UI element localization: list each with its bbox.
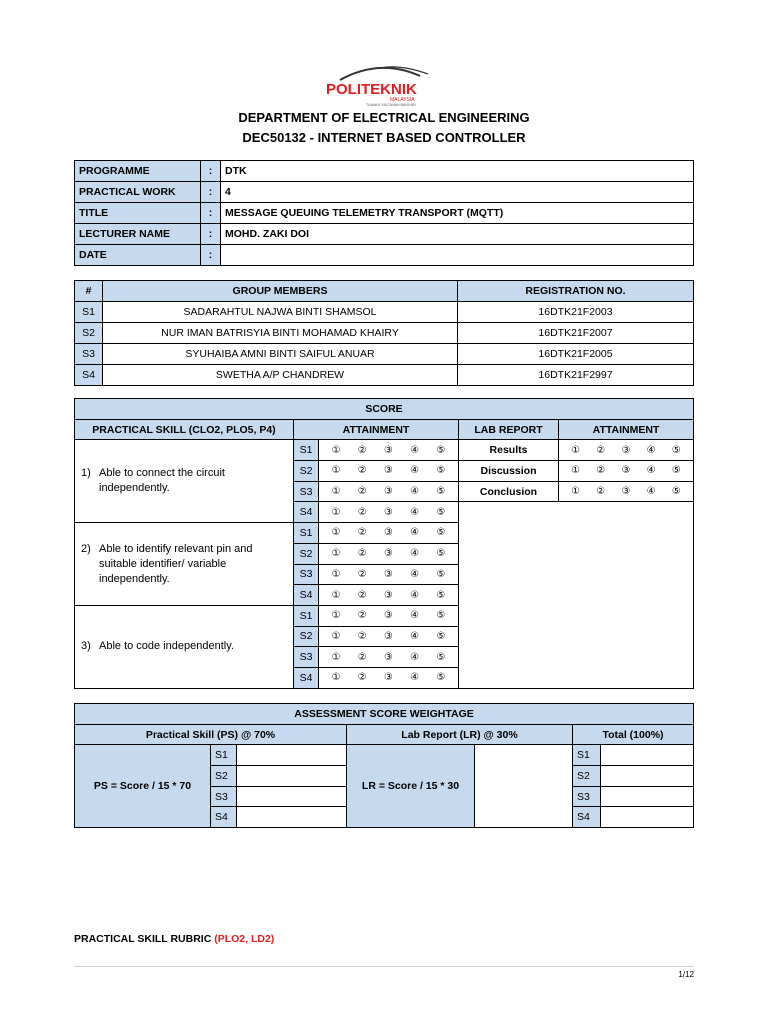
logo-subtext: MALAYSIA	[390, 97, 415, 103]
skill-text: Able to connect the circuit independently.	[99, 467, 225, 495]
attainment-circles	[319, 502, 459, 523]
rating-circle-4[interactable]: ④	[410, 672, 420, 684]
member-name: SADARAHTUL NAJWA BINTI SHAMSOL	[103, 302, 458, 323]
rating-circle-3[interactable]: ③	[383, 465, 393, 477]
attainment-circles	[559, 440, 694, 461]
rating-circle-3[interactable]: ③	[383, 610, 393, 622]
rating-circle-5[interactable]: ⑤	[436, 444, 446, 456]
rating-circle-4[interactable]: ④	[410, 630, 420, 642]
rating-circle-2[interactable]: ②	[357, 506, 367, 518]
attainment-circles	[319, 667, 459, 688]
rating-circle-5[interactable]: ⑤	[671, 444, 681, 456]
department-title: DEPARTMENT OF ELECTRICAL ENGINEERING	[238, 110, 530, 125]
info-row-programme	[75, 161, 694, 182]
score-table	[74, 398, 694, 689]
lr-formula: LR = Score / 15 * 30	[347, 745, 475, 828]
info-label: TITLE	[75, 203, 201, 224]
attainment-circles	[319, 605, 459, 626]
score-title: SCORE	[75, 399, 694, 420]
rating-circle-2[interactable]: ②	[596, 444, 606, 456]
rating-circle-5[interactable]: ⑤	[436, 630, 446, 642]
politeknik-logo	[320, 64, 450, 106]
rating-circle-4[interactable]: ④	[410, 444, 420, 456]
members-header-row	[75, 281, 694, 302]
info-label: LECTURER NAME	[75, 224, 201, 245]
student-id: S1	[294, 605, 319, 626]
rating-circle-4[interactable]: ④	[410, 548, 420, 560]
info-label: PRACTICAL WORK	[75, 182, 201, 203]
total-value-cell	[601, 807, 694, 828]
rating-circle-5[interactable]: ⑤	[436, 465, 446, 477]
rating-circle-3[interactable]: ③	[383, 630, 393, 642]
attainment-circles	[319, 564, 459, 585]
total-student-id: S3	[573, 786, 601, 807]
members-header-reg: REGISTRATION NO.	[458, 281, 694, 302]
info-value	[221, 245, 694, 266]
info-row-practical-work	[75, 182, 694, 203]
skill-number: 2)	[81, 542, 91, 555]
rating-circle-2[interactable]: ②	[357, 568, 367, 580]
ps-value-cell	[237, 807, 347, 828]
member-id: S3	[75, 344, 103, 365]
ps-value-cell	[237, 786, 347, 807]
attainment-circles	[559, 481, 694, 502]
ps-value-cell	[237, 745, 347, 766]
rating-circle-3[interactable]: ③	[383, 651, 393, 663]
info-table	[74, 160, 694, 266]
rating-circle-4[interactable]: ④	[410, 651, 420, 663]
student-id: S4	[294, 502, 319, 523]
rating-circle-4[interactable]: ④	[646, 465, 656, 477]
rating-circle-1[interactable]: ①	[331, 548, 341, 560]
member-name: SYUHAIBA AMNI BINTI SAIFUL ANUAR	[103, 344, 458, 365]
rating-circle-5[interactable]: ⑤	[436, 589, 446, 601]
rating-circle-1[interactable]: ①	[571, 486, 581, 498]
total-header: Total (100%)	[573, 724, 694, 745]
table-row	[75, 323, 694, 344]
member-id: S4	[75, 365, 103, 386]
rating-circle-5[interactable]: ⑤	[436, 651, 446, 663]
logo-text: POLITEKNIK	[326, 81, 417, 98]
info-row-title	[75, 203, 694, 224]
ps-formula: PS = Score / 15 * 70	[75, 745, 211, 828]
member-id: S2	[75, 323, 103, 344]
info-sep: :	[201, 224, 221, 245]
rating-circle-2[interactable]: ②	[357, 465, 367, 477]
student-id: S4	[294, 667, 319, 688]
rubric-heading	[74, 933, 274, 945]
ps-student-id: S4	[211, 807, 237, 828]
student-id: S1	[294, 440, 319, 461]
table-row	[75, 302, 694, 323]
rating-circle-4[interactable]: ④	[646, 444, 656, 456]
student-id: S3	[294, 564, 319, 585]
rating-circle-5[interactable]: ⑤	[436, 672, 446, 684]
total-student-id: S2	[573, 766, 601, 787]
rating-circle-2[interactable]: ②	[357, 630, 367, 642]
info-sep: :	[201, 161, 221, 182]
rating-circle-4[interactable]: ④	[410, 506, 420, 518]
rubric-label: PRACTICAL SKILL RUBRIC	[74, 933, 212, 945]
rating-circle-3[interactable]: ③	[383, 444, 393, 456]
attainment-circles	[319, 585, 459, 606]
total-student-id: S4	[573, 807, 601, 828]
attainment-header: ATTAINMENT	[294, 419, 459, 440]
attainment-circles	[319, 647, 459, 668]
member-name: NUR IMAN BATRISYIA BINTI MOHAMAD KHAIRY	[103, 323, 458, 344]
member-name: SWETHA A/P CHANDREW	[103, 365, 458, 386]
page-number: 1/12	[678, 970, 694, 979]
rating-circle-5[interactable]: ⑤	[436, 527, 446, 539]
rating-circle-2[interactable]: ②	[357, 486, 367, 498]
weightage-row	[75, 745, 694, 766]
info-sep: :	[201, 182, 221, 203]
rating-circle-1[interactable]: ①	[331, 672, 341, 684]
attainment-circles	[559, 461, 694, 482]
rating-circle-3[interactable]: ③	[621, 465, 631, 477]
rating-circle-2[interactable]: ②	[596, 465, 606, 477]
rating-circle-1[interactable]: ①	[571, 444, 581, 456]
student-id: S1	[294, 523, 319, 544]
rating-circle-4[interactable]: ④	[410, 568, 420, 580]
weightage-title: ASSESSMENT SCORE WEIGHTAGE	[75, 704, 694, 725]
ps-value-cell	[237, 766, 347, 787]
rating-circle-5[interactable]: ⑤	[671, 465, 681, 477]
info-label: DATE	[75, 245, 201, 266]
info-value: MOHD. ZAKI DOI	[221, 224, 694, 245]
lab-item-label: Results	[459, 440, 559, 461]
rating-circle-1[interactable]: ①	[331, 465, 341, 477]
attainment-circles	[319, 523, 459, 544]
rating-circle-5[interactable]: ⑤	[671, 486, 681, 498]
rating-circle-3[interactable]: ③	[383, 568, 393, 580]
member-reg: 16DTK21F2997	[458, 365, 694, 386]
rating-circle-2[interactable]: ②	[357, 672, 367, 684]
weightage-table	[74, 703, 694, 828]
rating-circle-3[interactable]: ③	[383, 548, 393, 560]
rating-circle-3[interactable]: ③	[383, 486, 393, 498]
student-id: S2	[294, 461, 319, 482]
ps-student-id: S1	[211, 745, 237, 766]
rating-circle-1[interactable]: ①	[331, 506, 341, 518]
rating-circle-1[interactable]: ①	[331, 444, 341, 456]
rating-circle-4[interactable]: ④	[410, 589, 420, 601]
student-id: S2	[294, 626, 319, 647]
info-value: 4	[221, 182, 694, 203]
attainment-circles	[319, 481, 459, 502]
rating-circle-2[interactable]: ②	[357, 589, 367, 601]
rating-circle-3[interactable]: ③	[621, 444, 631, 456]
score-row	[75, 440, 694, 461]
rating-circle-1[interactable]: ①	[331, 527, 341, 539]
attainment-circles	[319, 626, 459, 647]
logo-tagline: TUANKU SULTANAH BAHIYAH	[366, 103, 416, 106]
rating-circle-5[interactable]: ⑤	[436, 486, 446, 498]
skill-description	[75, 605, 294, 688]
rubric-tag: (PLO2, LD2)	[214, 933, 275, 945]
member-id: S1	[75, 302, 103, 323]
rating-circle-3[interactable]: ③	[383, 589, 393, 601]
rating-circle-4[interactable]: ④	[410, 527, 420, 539]
course-title: DEC50132 - INTERNET BASED CONTROLLER	[242, 130, 526, 145]
rating-circle-1[interactable]: ①	[331, 486, 341, 498]
rating-circle-1[interactable]: ①	[331, 589, 341, 601]
lab-attainment-header: ATTAINMENT	[559, 419, 694, 440]
rating-circle-2[interactable]: ②	[357, 444, 367, 456]
members-table	[74, 280, 694, 386]
rating-circle-4[interactable]: ④	[410, 465, 420, 477]
rating-circle-1[interactable]: ①	[331, 568, 341, 580]
rating-circle-5[interactable]: ⑤	[436, 506, 446, 518]
member-reg: 16DTK21F2003	[458, 302, 694, 323]
member-reg: 16DTK21F2005	[458, 344, 694, 365]
rating-circle-1[interactable]: ①	[571, 465, 581, 477]
practical-skill-header: PRACTICAL SKILL (CLO2, PLO5, P4)	[75, 419, 294, 440]
ps-student-id: S3	[211, 786, 237, 807]
lab-empty-area	[459, 502, 694, 688]
rating-circle-1[interactable]: ①	[331, 630, 341, 642]
footer-divider	[74, 966, 694, 967]
total-value-cell	[601, 786, 694, 807]
rating-circle-4[interactable]: ④	[646, 486, 656, 498]
skill-number: 3)	[81, 640, 91, 653]
members-header-num: #	[75, 281, 103, 302]
rating-circle-2[interactable]: ②	[357, 527, 367, 539]
lab-report-header: LAB REPORT	[459, 419, 559, 440]
info-value: MESSAGE QUEUING TELEMETRY TRANSPORT (MQTT)	[221, 203, 694, 224]
student-id: S3	[294, 647, 319, 668]
info-row-lecturer	[75, 224, 694, 245]
rating-circle-2[interactable]: ②	[596, 486, 606, 498]
skill-text: Able to identify relevant pin and suitable identifier/ variable independently.	[99, 542, 253, 585]
info-sep: :	[201, 203, 221, 224]
student-id: S2	[294, 543, 319, 564]
rating-circle-1[interactable]: ①	[331, 651, 341, 663]
rating-circle-2[interactable]: ②	[357, 610, 367, 622]
info-label: PROGRAMME	[75, 161, 201, 182]
rating-circle-3[interactable]: ③	[383, 506, 393, 518]
rating-circle-3[interactable]: ③	[383, 672, 393, 684]
ps-student-id: S2	[211, 766, 237, 787]
student-id: S3	[294, 481, 319, 502]
rating-circle-5[interactable]: ⑤	[436, 548, 446, 560]
rating-circle-1[interactable]: ①	[331, 610, 341, 622]
rating-circle-5[interactable]: ⑤	[436, 610, 446, 622]
rating-circle-4[interactable]: ④	[410, 486, 420, 498]
attainment-circles	[319, 461, 459, 482]
lab-item-label: Conclusion	[459, 481, 559, 502]
lr-value-cell	[475, 745, 573, 828]
rating-circle-3[interactable]: ③	[621, 486, 631, 498]
lr-header: Lab Report (LR) @ 30%	[347, 724, 573, 745]
attainment-circles	[319, 543, 459, 564]
total-value-cell	[601, 745, 694, 766]
total-value-cell	[601, 766, 694, 787]
rating-circle-5[interactable]: ⑤	[436, 568, 446, 580]
info-value: DTK	[221, 161, 694, 182]
ps-header: Practical Skill (PS) @ 70%	[75, 724, 347, 745]
lab-item-label: Discussion	[459, 461, 559, 482]
total-student-id: S1	[573, 745, 601, 766]
skill-description	[75, 440, 294, 523]
attainment-circles	[319, 440, 459, 461]
table-row	[75, 365, 694, 386]
rating-circle-4[interactable]: ④	[410, 610, 420, 622]
skill-text: Able to code independently.	[99, 640, 234, 653]
skill-number: 1)	[81, 467, 91, 480]
rating-circle-2[interactable]: ②	[357, 651, 367, 663]
student-id: S4	[294, 585, 319, 606]
rating-circle-3[interactable]: ③	[383, 527, 393, 539]
skill-description	[75, 523, 294, 606]
info-row-date	[75, 245, 694, 266]
rating-circle-2[interactable]: ②	[357, 548, 367, 560]
info-sep: :	[201, 245, 221, 266]
member-reg: 16DTK21F2007	[458, 323, 694, 344]
members-header-name: GROUP MEMBERS	[103, 281, 458, 302]
table-row	[75, 344, 694, 365]
